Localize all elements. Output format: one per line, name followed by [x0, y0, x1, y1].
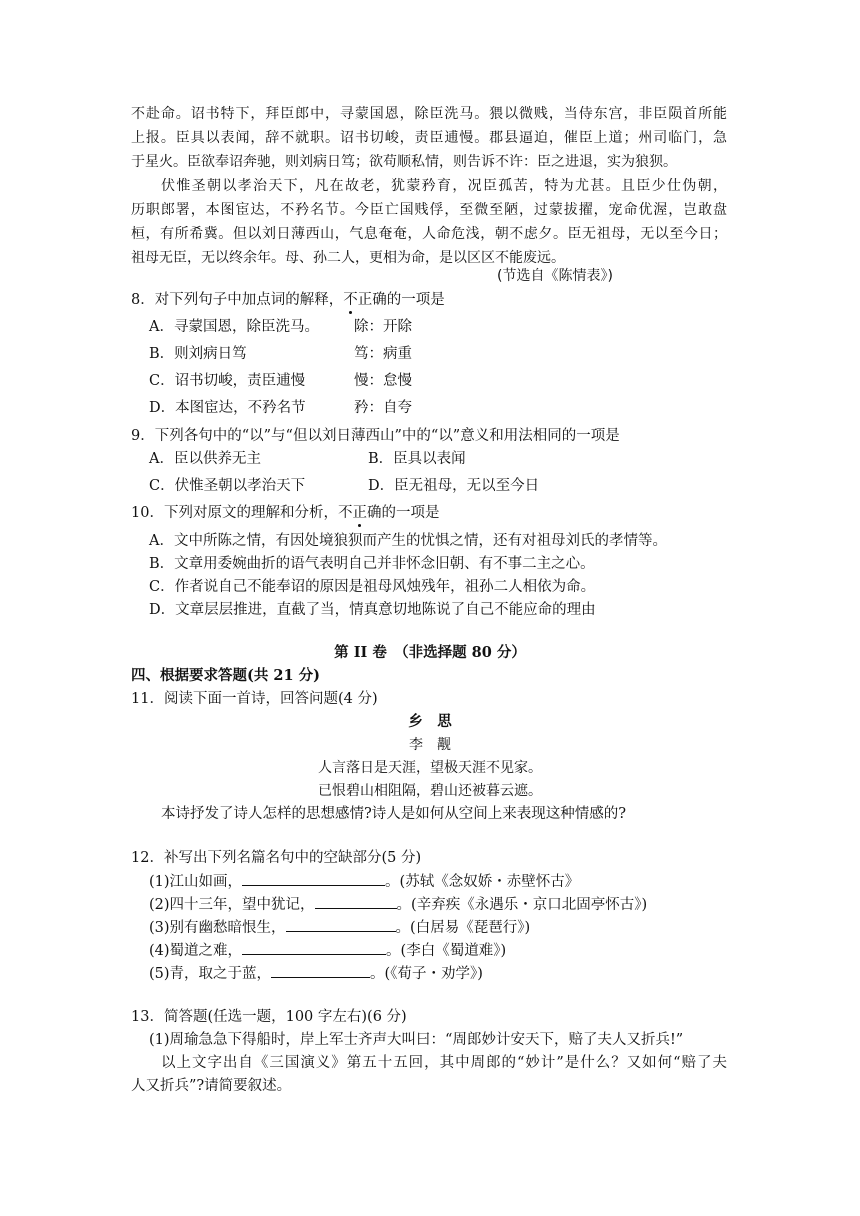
passage-line: 祖母无臣，无以终余年。母、孙二人，更相为命，是以区区不能废远。	[131, 250, 565, 266]
answer-blank[interactable]	[315, 894, 397, 909]
option-gloss: 慢：怠慢	[354, 373, 412, 389]
answer-blank[interactable]	[242, 871, 385, 886]
question-8-stem	[131, 290, 445, 310]
question-8-option-b	[149, 344, 247, 364]
option-sentence: 诏书切峻，责臣逋慢	[174, 373, 306, 389]
poem-line: 已恨碧山相阻隔，碧山还被暮云遮。	[318, 783, 542, 799]
item-suffix: 。(白居易《琵琶行》)	[395, 920, 531, 936]
question-10-option-a: A．文中所陈之情，有因处境狼狈而产生的忧惧之情，还有对祖母刘氏的孝情等。	[149, 533, 667, 549]
question-8-stem-text: 正确	[357, 292, 387, 308]
question-9-option-c: C．伏惟圣朝以孝治天下	[149, 478, 306, 494]
question-13-text: 人又折兵”?请简要叙述。	[131, 1078, 292, 1094]
passage-line: 桓，有所希冀。但以刘日薄西山，气息奄奄，人命危浅，朝不虑夕。臣无祖母，无以至今日；	[131, 226, 727, 242]
fill-in-item	[149, 940, 506, 961]
emphasis-dot-text: 不正确	[337, 505, 382, 521]
question-9-option-d: D．臣无祖母，无以至今日	[368, 478, 540, 494]
question-9-option-b: B．臣具以表闻	[368, 451, 466, 467]
passage-line: 于星火。臣欲奉诏奔驰，则刘病日笃；欲苟顺私情，则告诉不许：臣之进退，实为狼狈。	[131, 154, 677, 170]
option-letter: B．	[149, 346, 175, 362]
question-8-stem-text: 8．对下列句子中加点词的解释，	[131, 292, 344, 308]
question-10-stem-text: 的一项是	[381, 505, 440, 521]
question-10-stem-text: 10．下列对原文的理解和分析，	[131, 505, 338, 521]
passage-source: (节选自《陈情表》)	[497, 268, 613, 284]
item-suffix: 。(苏轼《念奴娇・赤壁怀古》	[385, 874, 580, 890]
passage-line: 不赴命。诏书特下，拜臣郎中，寻蒙国恩，除臣洗马。猥以微贱，当侍东宫，非臣陨首所能	[131, 106, 727, 122]
option-gloss: 矜：自夸	[354, 400, 412, 416]
question-8-option-c	[149, 371, 305, 391]
item-suffix: 。(《荀子・劝学》)	[370, 966, 483, 982]
question-11-stem: 11．阅读下面一首诗，回答问题(4 分)	[131, 691, 378, 707]
section-4-title: 四、根据要求答题(共 21 分)	[131, 667, 320, 684]
option-sentence: 本图宦达，不矜名节	[175, 400, 306, 416]
option-gloss: 笃：病重	[354, 346, 412, 362]
passage-line: 上报。臣具以表闻，辞不就职。诏书切峻，责臣逋慢。郡县逼迫，催臣上道；州司临门，急	[131, 130, 727, 146]
poem-title: 乡 思	[408, 713, 452, 730]
answer-blank[interactable]	[286, 917, 396, 932]
item-prefix: (4)蜀道之难，	[149, 943, 243, 959]
question-9-option-a: A．臣以供养无主	[149, 451, 261, 467]
option-letter: D．	[149, 400, 176, 416]
fill-in-item	[149, 917, 530, 938]
item-suffix: 。(辛弃疾《永遇乐・京口北固亭怀古》)	[396, 897, 648, 913]
poem-author: 李 觏	[409, 737, 451, 753]
item-prefix: (3)别有幽愁暗恨生，	[149, 920, 286, 936]
question-8-stem-text: 的一项是	[386, 292, 445, 308]
fill-in-item	[149, 871, 579, 892]
option-letter: A．	[149, 319, 174, 335]
option-letter: C．	[149, 373, 175, 389]
question-8-option-d	[149, 398, 306, 418]
question-10-option-b: B．文章用委婉曲折的语气表明自己并非怀念旧朝、有不事二主之心。	[149, 556, 595, 572]
part-2-title: 第 II 卷 （非选择题 80 分）	[334, 644, 526, 661]
item-prefix: (1)江山如画，	[149, 874, 243, 890]
option-sentence: 寻蒙国恩，除臣洗马。	[173, 319, 319, 335]
question-8-option-a	[149, 317, 319, 337]
passage-line: 历职郎署，本图宦达，不矜名节。今臣亡国贱俘，至微至陋，过蒙拔擢，宠命优渥，岂敢盘	[131, 202, 727, 218]
fill-in-item	[149, 963, 483, 984]
poem-line: 人言落日是天涯，望极天涯不见家。	[318, 760, 542, 776]
question-9-stem: 9．下列各句中的“以”与“但以刘日薄西山”中的“以”意义和用法相同的一项是	[131, 428, 620, 444]
item-suffix: 。(李白《蜀道难》)	[386, 943, 507, 959]
question-10-stem	[131, 503, 439, 523]
fill-in-item	[149, 894, 647, 915]
passage-line: 伏惟圣朝以孝治天下，凡在故老，犹蒙矜育，况臣孤苦，特为尤甚。且臣少仕伪朝，	[161, 178, 727, 194]
answer-blank[interactable]	[271, 963, 370, 978]
question-10-option-c: C．作者说自己不能奉诏的原因是祖母风烛残年，祖孙二人相依为命。	[149, 579, 596, 595]
answer-blank[interactable]	[242, 940, 386, 955]
emphasis-dot-text: 不	[343, 292, 358, 308]
item-prefix: (2)四十三年，望中犹记，	[149, 897, 315, 913]
question-13-text: (1)周瑜急急下得船时，岸上军士齐声大叫曰：“周郎妙计安天下，赔了夫人又折兵!”	[149, 1032, 684, 1048]
option-gloss: 除：开除	[354, 319, 412, 335]
question-12-stem: 12．补写出下列名篇名句中的空缺部分(5 分)	[131, 850, 422, 866]
question-11-prompt: 本诗抒发了诗人怎样的思想感情?诗人是如何从空间上来表现这种情感的?	[161, 806, 627, 822]
question-13-text: 以上文字出自《三国演义》第五十五回，其中周郎的“妙计”是什么？又如何“赔了夫	[161, 1055, 727, 1071]
option-sentence: 则刘病日笃	[174, 346, 247, 362]
item-prefix: (5)青，取之于蓝，	[149, 966, 272, 982]
question-10-option-d: D．文章层层推进，直截了当，情真意切地陈说了自己不能应命的理由	[149, 602, 596, 618]
question-13-stem: 13．简答题(任选一题，100 字左右)(6 分)	[131, 1009, 407, 1025]
